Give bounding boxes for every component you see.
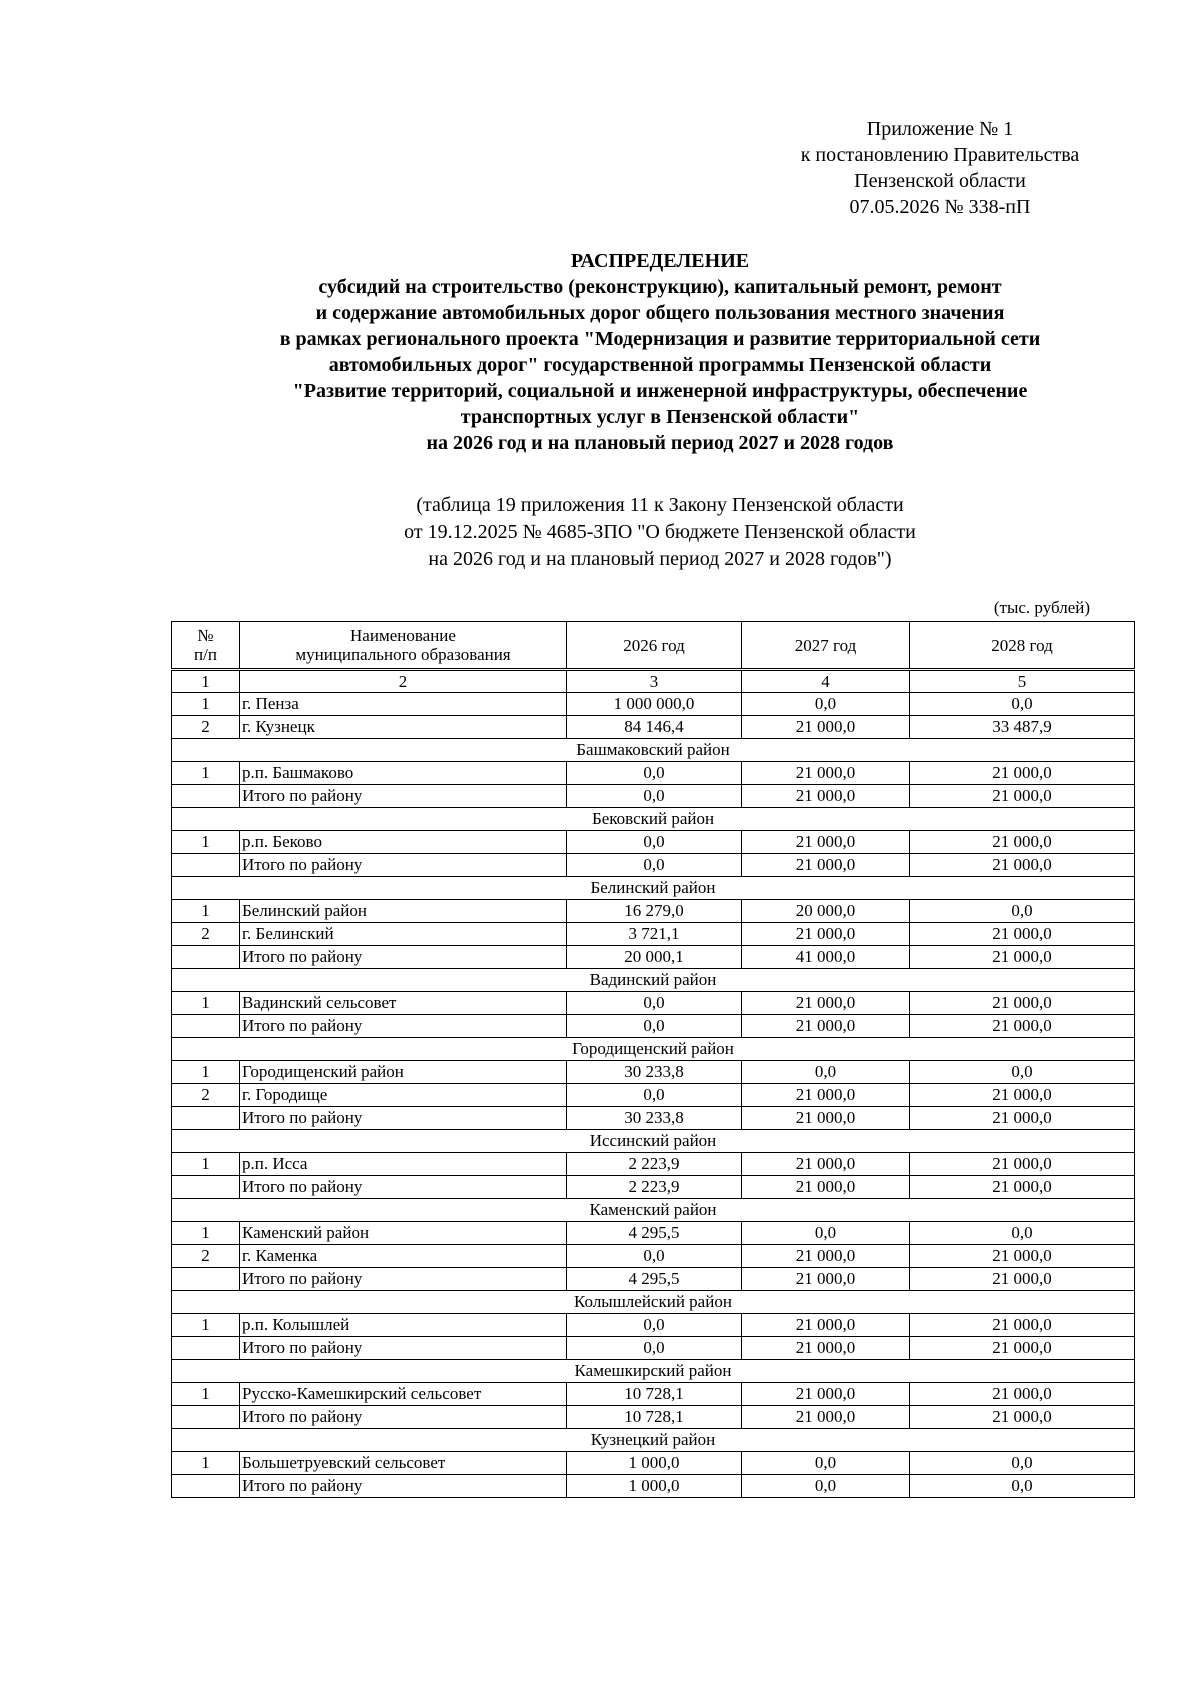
- header-name: [240, 622, 567, 670]
- municipality-name: г. Пенза: [240, 693, 567, 716]
- value-2028: 21 000,0: [910, 1015, 1135, 1038]
- row-number: 1: [172, 762, 240, 785]
- municipality-name: Итого по району: [240, 1268, 567, 1291]
- value-2028: 21 000,0: [910, 831, 1135, 854]
- value-2028: 0,0: [910, 900, 1135, 923]
- value-2026: 1 000 000,0: [567, 693, 742, 716]
- value-2026: 30 233,8: [567, 1107, 742, 1130]
- value-2027: 21 000,0: [742, 1084, 910, 1107]
- district-total-row: [172, 1406, 1135, 1429]
- row-number: [172, 1475, 240, 1498]
- value-2028: 21 000,0: [910, 923, 1135, 946]
- units-label: (тыс. рублей): [993, 598, 1090, 617]
- municipality-name: Итого по району: [240, 1475, 567, 1498]
- district-name: Колышлейский район: [172, 1291, 1135, 1314]
- district-header-row: [172, 1199, 1135, 1222]
- column-number: 4: [742, 670, 910, 693]
- value-2026: 10 728,1: [567, 1383, 742, 1406]
- title-line: и содержание автомобильных дорог общего пользования местного значения: [315, 302, 1005, 324]
- appendix-line: 07.05.2026 № 338-пП: [849, 196, 1031, 218]
- value-2026: 0,0: [567, 762, 742, 785]
- value-2026: 84 146,4: [567, 716, 742, 739]
- value-2026: 0,0: [567, 992, 742, 1015]
- row-number: 1: [172, 1383, 240, 1406]
- value-2026: 0,0: [567, 831, 742, 854]
- row-number: 1: [172, 831, 240, 854]
- district-total-row: [172, 1268, 1135, 1291]
- value-2027: 21 000,0: [742, 831, 910, 854]
- municipality-name: г. Белинский: [240, 923, 567, 946]
- municipality-name: Большетруевский сельсовет: [240, 1452, 567, 1475]
- value-2027: 0,0: [742, 1222, 910, 1245]
- row-number: 2: [172, 1245, 240, 1268]
- district-name: Каменский район: [172, 1199, 1135, 1222]
- value-2027: 21 000,0: [742, 1176, 910, 1199]
- value-2026: 2 223,9: [567, 1176, 742, 1199]
- value-2027: 21 000,0: [742, 1153, 910, 1176]
- appendix-line: к постановлению Правительства: [800, 144, 1080, 166]
- appendix-line: Приложение № 1: [866, 118, 1014, 140]
- municipality-name: Итого по району: [240, 946, 567, 969]
- municipality-name: Городищенский район: [240, 1061, 567, 1084]
- municipality-name: Итого по району: [240, 1337, 567, 1360]
- value-2026: 0,0: [567, 1314, 742, 1337]
- municipality-name: г. Городище: [240, 1084, 567, 1107]
- row-number: 2: [172, 923, 240, 946]
- value-2028: 21 000,0: [910, 1406, 1135, 1429]
- value-2026: 1 000,0: [567, 1452, 742, 1475]
- row-number: 1: [172, 1314, 240, 1337]
- document-title: [120, 248, 1200, 456]
- header-name-line: муниципального образования: [295, 645, 511, 664]
- value-2027: 0,0: [742, 1061, 910, 1084]
- municipality-name: Итого по району: [240, 1015, 567, 1038]
- appendix-line: Пензенской области: [854, 170, 1026, 192]
- value-2026: 3 721,1: [567, 923, 742, 946]
- value-2028: 0,0: [910, 1452, 1135, 1475]
- table-row: [172, 900, 1135, 923]
- municipality-name: Русско-Камешкирский сельсовет: [240, 1383, 567, 1406]
- value-2028: 0,0: [910, 1061, 1135, 1084]
- appendix-reference: [740, 116, 1140, 220]
- value-2026: 0,0: [567, 1337, 742, 1360]
- table-row: [172, 1084, 1135, 1107]
- value-2026: 20 000,1: [567, 946, 742, 969]
- value-2028: 21 000,0: [910, 854, 1135, 877]
- value-2026: 0,0: [567, 1015, 742, 1038]
- municipality-name: Итого по району: [240, 1176, 567, 1199]
- table-row: [172, 1383, 1135, 1406]
- value-2027: 21 000,0: [742, 1406, 910, 1429]
- value-2028: 21 000,0: [910, 1314, 1135, 1337]
- row-number: 1: [172, 900, 240, 923]
- value-2027: 0,0: [742, 693, 910, 716]
- header-num-line: №: [197, 626, 214, 645]
- legal-source-note: [200, 492, 1120, 573]
- district-header-row: [172, 1291, 1135, 1314]
- table-row: [172, 716, 1135, 739]
- header-num-line: п/п: [194, 645, 217, 664]
- table-row: [172, 1245, 1135, 1268]
- district-total-row: [172, 1107, 1135, 1130]
- row-number: [172, 946, 240, 969]
- column-number: 3: [567, 670, 742, 693]
- municipality-name: р.п. Исса: [240, 1153, 567, 1176]
- value-2028: 21 000,0: [910, 762, 1135, 785]
- district-name: Кузнецкий район: [172, 1429, 1135, 1452]
- distribution-table: [171, 621, 1135, 1498]
- source-line: на 2026 год и на плановый период 2027 и 2028 годов"): [428, 548, 892, 570]
- value-2026: 0,0: [567, 1084, 742, 1107]
- value-2026: 0,0: [567, 1245, 742, 1268]
- district-header-row: [172, 1360, 1135, 1383]
- table-body: [172, 693, 1135, 1498]
- value-2027: 41 000,0: [742, 946, 910, 969]
- value-2026: 4 295,5: [567, 1222, 742, 1245]
- column-number: 2: [240, 670, 567, 693]
- district-total-row: [172, 854, 1135, 877]
- table-row: [172, 923, 1135, 946]
- header-2026: 2026 год: [567, 622, 742, 670]
- value-2026: 16 279,0: [567, 900, 742, 923]
- value-2026: 0,0: [567, 785, 742, 808]
- value-2027: 0,0: [742, 1452, 910, 1475]
- title-heading: РАСПРЕДЕЛЕНИЕ: [570, 250, 750, 272]
- value-2027: 21 000,0: [742, 992, 910, 1015]
- municipality-name: Белинский район: [240, 900, 567, 923]
- municipality-name: Итого по району: [240, 854, 567, 877]
- row-number: 1: [172, 1452, 240, 1475]
- value-2028: 0,0: [910, 1222, 1135, 1245]
- municipality-name: г. Кузнецк: [240, 716, 567, 739]
- district-header-row: [172, 877, 1135, 900]
- value-2026: 1 000,0: [567, 1475, 742, 1498]
- row-number: [172, 1406, 240, 1429]
- value-2026: 2 223,9: [567, 1153, 742, 1176]
- district-total-row: [172, 1475, 1135, 1498]
- district-total-row: [172, 785, 1135, 808]
- title-line: "Развитие территорий, социальной и инженерной инфраструктуры, обеспечение: [292, 380, 1028, 402]
- value-2028: 0,0: [910, 1475, 1135, 1498]
- value-2028: 21 000,0: [910, 785, 1135, 808]
- value-2027: 21 000,0: [742, 1383, 910, 1406]
- source-line: (таблица 19 приложения 11 к Закону Пензенской области: [416, 494, 904, 516]
- value-2027: 20 000,0: [742, 900, 910, 923]
- district-name: Иссинский район: [172, 1130, 1135, 1153]
- source-line: от 19.12.2025 № 4685-ЗПО "О бюджете Пензенской области: [404, 521, 916, 543]
- row-number: [172, 854, 240, 877]
- value-2028: 33 487,9: [910, 716, 1135, 739]
- title-line: транспортных услуг в Пензенской области": [460, 406, 860, 428]
- municipality-name: г. Каменка: [240, 1245, 567, 1268]
- header-num: [172, 622, 240, 670]
- municipality-name: Итого по району: [240, 1406, 567, 1429]
- header-2028: 2028 год: [910, 622, 1135, 670]
- title-line: на 2026 год и на плановый период 2027 и 2028 годов: [426, 432, 894, 454]
- value-2027: 21 000,0: [742, 1314, 910, 1337]
- district-header-row: [172, 1038, 1135, 1061]
- district-name: Камешкирский район: [172, 1360, 1135, 1383]
- table-header: [172, 622, 1135, 693]
- value-2026: 30 233,8: [567, 1061, 742, 1084]
- district-header-row: [172, 739, 1135, 762]
- value-2027: 21 000,0: [742, 1245, 910, 1268]
- value-2028: 21 000,0: [910, 1107, 1135, 1130]
- row-number: 1: [172, 693, 240, 716]
- header-2027: 2027 год: [742, 622, 910, 670]
- value-2028: 0,0: [910, 693, 1135, 716]
- value-2028: 21 000,0: [910, 1084, 1135, 1107]
- district-name: Вадинский район: [172, 969, 1135, 992]
- value-2026: 10 728,1: [567, 1406, 742, 1429]
- district-header-row: [172, 808, 1135, 831]
- table-row: [172, 1222, 1135, 1245]
- district-name: Городищенский район: [172, 1038, 1135, 1061]
- municipality-name: Вадинский сельсовет: [240, 992, 567, 1015]
- district-name: Башмаковский район: [172, 739, 1135, 762]
- row-number: 1: [172, 1061, 240, 1084]
- row-number: [172, 1337, 240, 1360]
- row-number: [172, 1015, 240, 1038]
- value-2028: 21 000,0: [910, 1153, 1135, 1176]
- district-header-row: [172, 1429, 1135, 1452]
- column-number: 1: [172, 670, 240, 693]
- district-header-row: [172, 969, 1135, 992]
- value-2027: 21 000,0: [742, 854, 910, 877]
- district-total-row: [172, 1015, 1135, 1038]
- value-2027: 21 000,0: [742, 1268, 910, 1291]
- value-2027: 21 000,0: [742, 1015, 910, 1038]
- header-name-line: Наименование: [350, 626, 456, 645]
- value-2027: 21 000,0: [742, 762, 910, 785]
- table-row: [172, 1061, 1135, 1084]
- table-row: [172, 762, 1135, 785]
- district-total-row: [172, 1176, 1135, 1199]
- value-2028: 21 000,0: [910, 1245, 1135, 1268]
- municipality-name: р.п. Башмаково: [240, 762, 567, 785]
- table-row: [172, 992, 1135, 1015]
- title-line: субсидий на строительство (реконструкцию), капитальный ремонт, ремонт: [318, 276, 1002, 298]
- district-name: Бековский район: [172, 808, 1135, 831]
- title-line: автомобильных дорог" государственной программы Пензенской области: [328, 354, 992, 376]
- row-number: 1: [172, 1222, 240, 1245]
- value-2027: 21 000,0: [742, 716, 910, 739]
- value-2027: 21 000,0: [742, 923, 910, 946]
- value-2028: 21 000,0: [910, 1268, 1135, 1291]
- district-header-row: [172, 1130, 1135, 1153]
- value-2027: 21 000,0: [742, 785, 910, 808]
- value-2028: 21 000,0: [910, 1383, 1135, 1406]
- row-number: 2: [172, 1084, 240, 1107]
- value-2027: 21 000,0: [742, 1107, 910, 1130]
- district-total-row: [172, 946, 1135, 969]
- district-total-row: [172, 1337, 1135, 1360]
- value-2028: 21 000,0: [910, 992, 1135, 1015]
- value-2026: 4 295,5: [567, 1268, 742, 1291]
- district-name: Белинский район: [172, 877, 1135, 900]
- row-number: [172, 785, 240, 808]
- municipality-name: Итого по району: [240, 785, 567, 808]
- municipality-name: р.п. Колышлей: [240, 1314, 567, 1337]
- municipality-name: р.п. Беково: [240, 831, 567, 854]
- table-row: [172, 693, 1135, 716]
- value-2027: 21 000,0: [742, 1337, 910, 1360]
- row-number: 1: [172, 1153, 240, 1176]
- table-row: [172, 1153, 1135, 1176]
- row-number: 2: [172, 716, 240, 739]
- value-2028: 21 000,0: [910, 946, 1135, 969]
- title-line: в рамках регионального проекта "Модернизация и развитие территориальной сети: [279, 328, 1041, 350]
- row-number: [172, 1107, 240, 1130]
- municipality-name: Каменский район: [240, 1222, 567, 1245]
- row-number: 1: [172, 992, 240, 1015]
- table-row: [172, 1314, 1135, 1337]
- value-2028: 21 000,0: [910, 1337, 1135, 1360]
- value-2026: 0,0: [567, 854, 742, 877]
- row-number: [172, 1176, 240, 1199]
- value-2027: 0,0: [742, 1475, 910, 1498]
- table-row: [172, 1452, 1135, 1475]
- table-row: [172, 831, 1135, 854]
- municipality-name: Итого по району: [240, 1107, 567, 1130]
- column-number: 5: [910, 670, 1135, 693]
- value-2028: 21 000,0: [910, 1176, 1135, 1199]
- row-number: [172, 1268, 240, 1291]
